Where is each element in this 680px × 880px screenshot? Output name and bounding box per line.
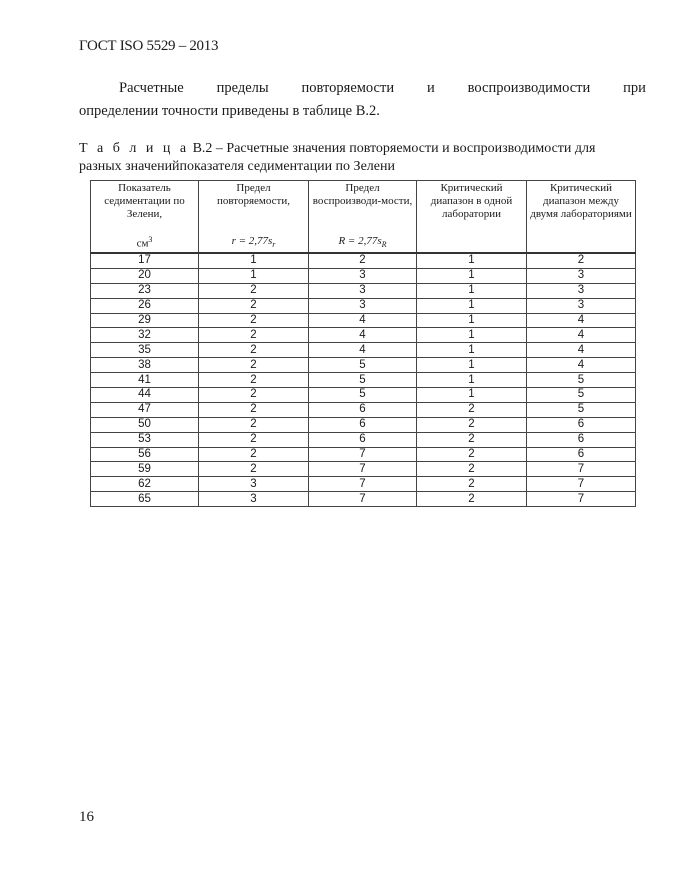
table-cell: 1 [199,268,309,283]
table-row [91,388,636,403]
table-cell: 4 [527,343,636,358]
header-zeleny-index [91,181,199,254]
table-cell: 1 [417,268,527,283]
table-cell: 26 [91,298,199,313]
table-cell: 7 [527,492,636,507]
paragraph-line-1 [79,77,646,100]
table-cell: 3 [199,477,309,492]
table-cell: 2 [199,432,309,447]
table-cell: 23 [91,283,199,298]
table-cell: 2 [199,447,309,462]
table-cell: 2 [199,358,309,373]
caption-label: Т а б л и ц а [79,141,190,156]
header-text: Критический диапазон в одной лаборатории [430,182,513,220]
table-cell: 1 [417,388,527,403]
header-formula: $r = 2,77s_r$ [231,234,276,249]
table-cell: 6 [309,402,417,417]
table-cell: 59 [91,462,199,477]
table-cell: 7 [309,492,417,507]
table-header-row [91,181,636,254]
table-cell: 4 [309,328,417,343]
table-cell: 32 [91,328,199,343]
table-cell: 4 [527,358,636,373]
table-cell: 3 [527,283,636,298]
table-cell: 7 [527,477,636,492]
header-text: Предел воспроизводи-мости, [312,182,413,207]
table-cell: 6 [527,432,636,447]
table-cell: 47 [91,402,199,417]
table-row [91,343,636,358]
table-cell: 7 [309,462,417,477]
header-text: Критический диапазон между двумя лабораториями [530,182,632,220]
table-cell: 3 [527,298,636,313]
table-row [91,328,636,343]
table-body [91,253,636,507]
table-row [91,402,636,417]
table-row [91,253,636,268]
table-caption [79,140,639,176]
table-cell: 1 [417,253,527,268]
table-row [91,313,636,328]
table-cell: 2 [199,313,309,328]
table-cell: 3 [527,268,636,283]
table-cell: 2 [417,432,527,447]
table-cell: 5 [527,402,636,417]
page-number: 16 [79,809,94,825]
table-cell: 2 [199,373,309,388]
table-cell: 2 [199,462,309,477]
table-cell: 6 [527,417,636,432]
header-repeatability-limit [199,181,309,254]
table-cell: 2 [309,253,417,268]
table-cell: 4 [527,313,636,328]
table-cell: 2 [199,402,309,417]
table-cell: 62 [91,477,199,492]
table-cell: 29 [91,313,199,328]
table-cell: 2 [199,343,309,358]
table-cell: 4 [527,328,636,343]
table-cell: 3 [309,268,417,283]
table-cell: 3 [309,298,417,313]
table-cell: 6 [309,432,417,447]
table-cell: 1 [417,283,527,298]
caption-text-line-2: разных значенийпоказателя седиментации по Зелени [79,159,395,174]
header-critical-range-one-lab [417,181,527,254]
table-cell: 4 [309,343,417,358]
table-cell: 2 [417,492,527,507]
table-cell: 2 [199,283,309,298]
table-cell: 1 [417,373,527,388]
table-cell: 3 [309,283,417,298]
table-cell: 2 [417,417,527,432]
header-formula: $R = 2,77s_R$ [338,234,387,249]
table-cell: 6 [309,417,417,432]
table-row [91,373,636,388]
table-cell: 38 [91,358,199,373]
header-unit: $см^3$ [136,235,153,250]
table-cell: 65 [91,492,199,507]
table-cell: 1 [417,328,527,343]
table-cell: 7 [309,477,417,492]
table-cell: 1 [417,313,527,328]
word: пределы [216,80,269,96]
table-cell: 50 [91,417,199,432]
caption-text-line-1: – Расчетные значения повторяемости и воспроизводимости для [212,141,596,156]
table-cell: 7 [527,462,636,477]
table-cell: 35 [91,343,199,358]
caption-number: В.2 [192,141,213,156]
table-row [91,358,636,373]
header-text: Показатель седиментации по Зелени, [104,182,185,220]
word: воспроизводимости [467,80,591,96]
table-row [91,462,636,477]
table-cell: 1 [417,358,527,373]
paragraph-line-2: определении точности приведены в таблице В.2. [79,103,380,119]
table-cell: 3 [199,492,309,507]
table-cell: 4 [309,313,417,328]
table-cell: 53 [91,432,199,447]
header-reproducibility-limit [309,181,417,254]
table-cell: 17 [91,253,199,268]
table-cell: 7 [309,447,417,462]
table-cell: 2 [417,477,527,492]
table-cell: 2 [199,328,309,343]
table-cell: 5 [527,388,636,403]
table-row [91,492,636,507]
table-row [91,417,636,432]
table-cell: 56 [91,447,199,462]
table-cell: 5 [309,358,417,373]
word: и [427,80,435,96]
table-cell: 2 [417,462,527,477]
table-cell: 2 [417,447,527,462]
word: Расчетные [119,80,184,96]
table-cell: 2 [199,417,309,432]
header-text: Предел повторяемости, [217,182,290,207]
table-cell: 1 [199,253,309,268]
table-row [91,447,636,462]
table-row [91,283,636,298]
table-cell: 2 [199,388,309,403]
table-cell: 2 [417,402,527,417]
table-row [91,477,636,492]
repeatability-reproducibility-table [90,180,636,507]
word: повторяемости [301,80,395,96]
table-cell: 1 [417,343,527,358]
table-cell: 2 [527,253,636,268]
table-cell: 5 [527,373,636,388]
word: при [623,80,646,96]
table-cell: 41 [91,373,199,388]
table-cell: 5 [309,388,417,403]
document-header: ГОСТ ISO 5529 – 2013 [79,38,219,54]
table-row [91,268,636,283]
table-cell: 2 [199,298,309,313]
table-row [91,298,636,313]
table-cell: 5 [309,373,417,388]
table-cell: 6 [527,447,636,462]
table-row [91,432,636,447]
table-cell: 44 [91,388,199,403]
header-critical-range-two-labs [527,181,636,254]
table-cell: 20 [91,268,199,283]
table-cell: 1 [417,298,527,313]
intro-paragraph [79,77,646,123]
